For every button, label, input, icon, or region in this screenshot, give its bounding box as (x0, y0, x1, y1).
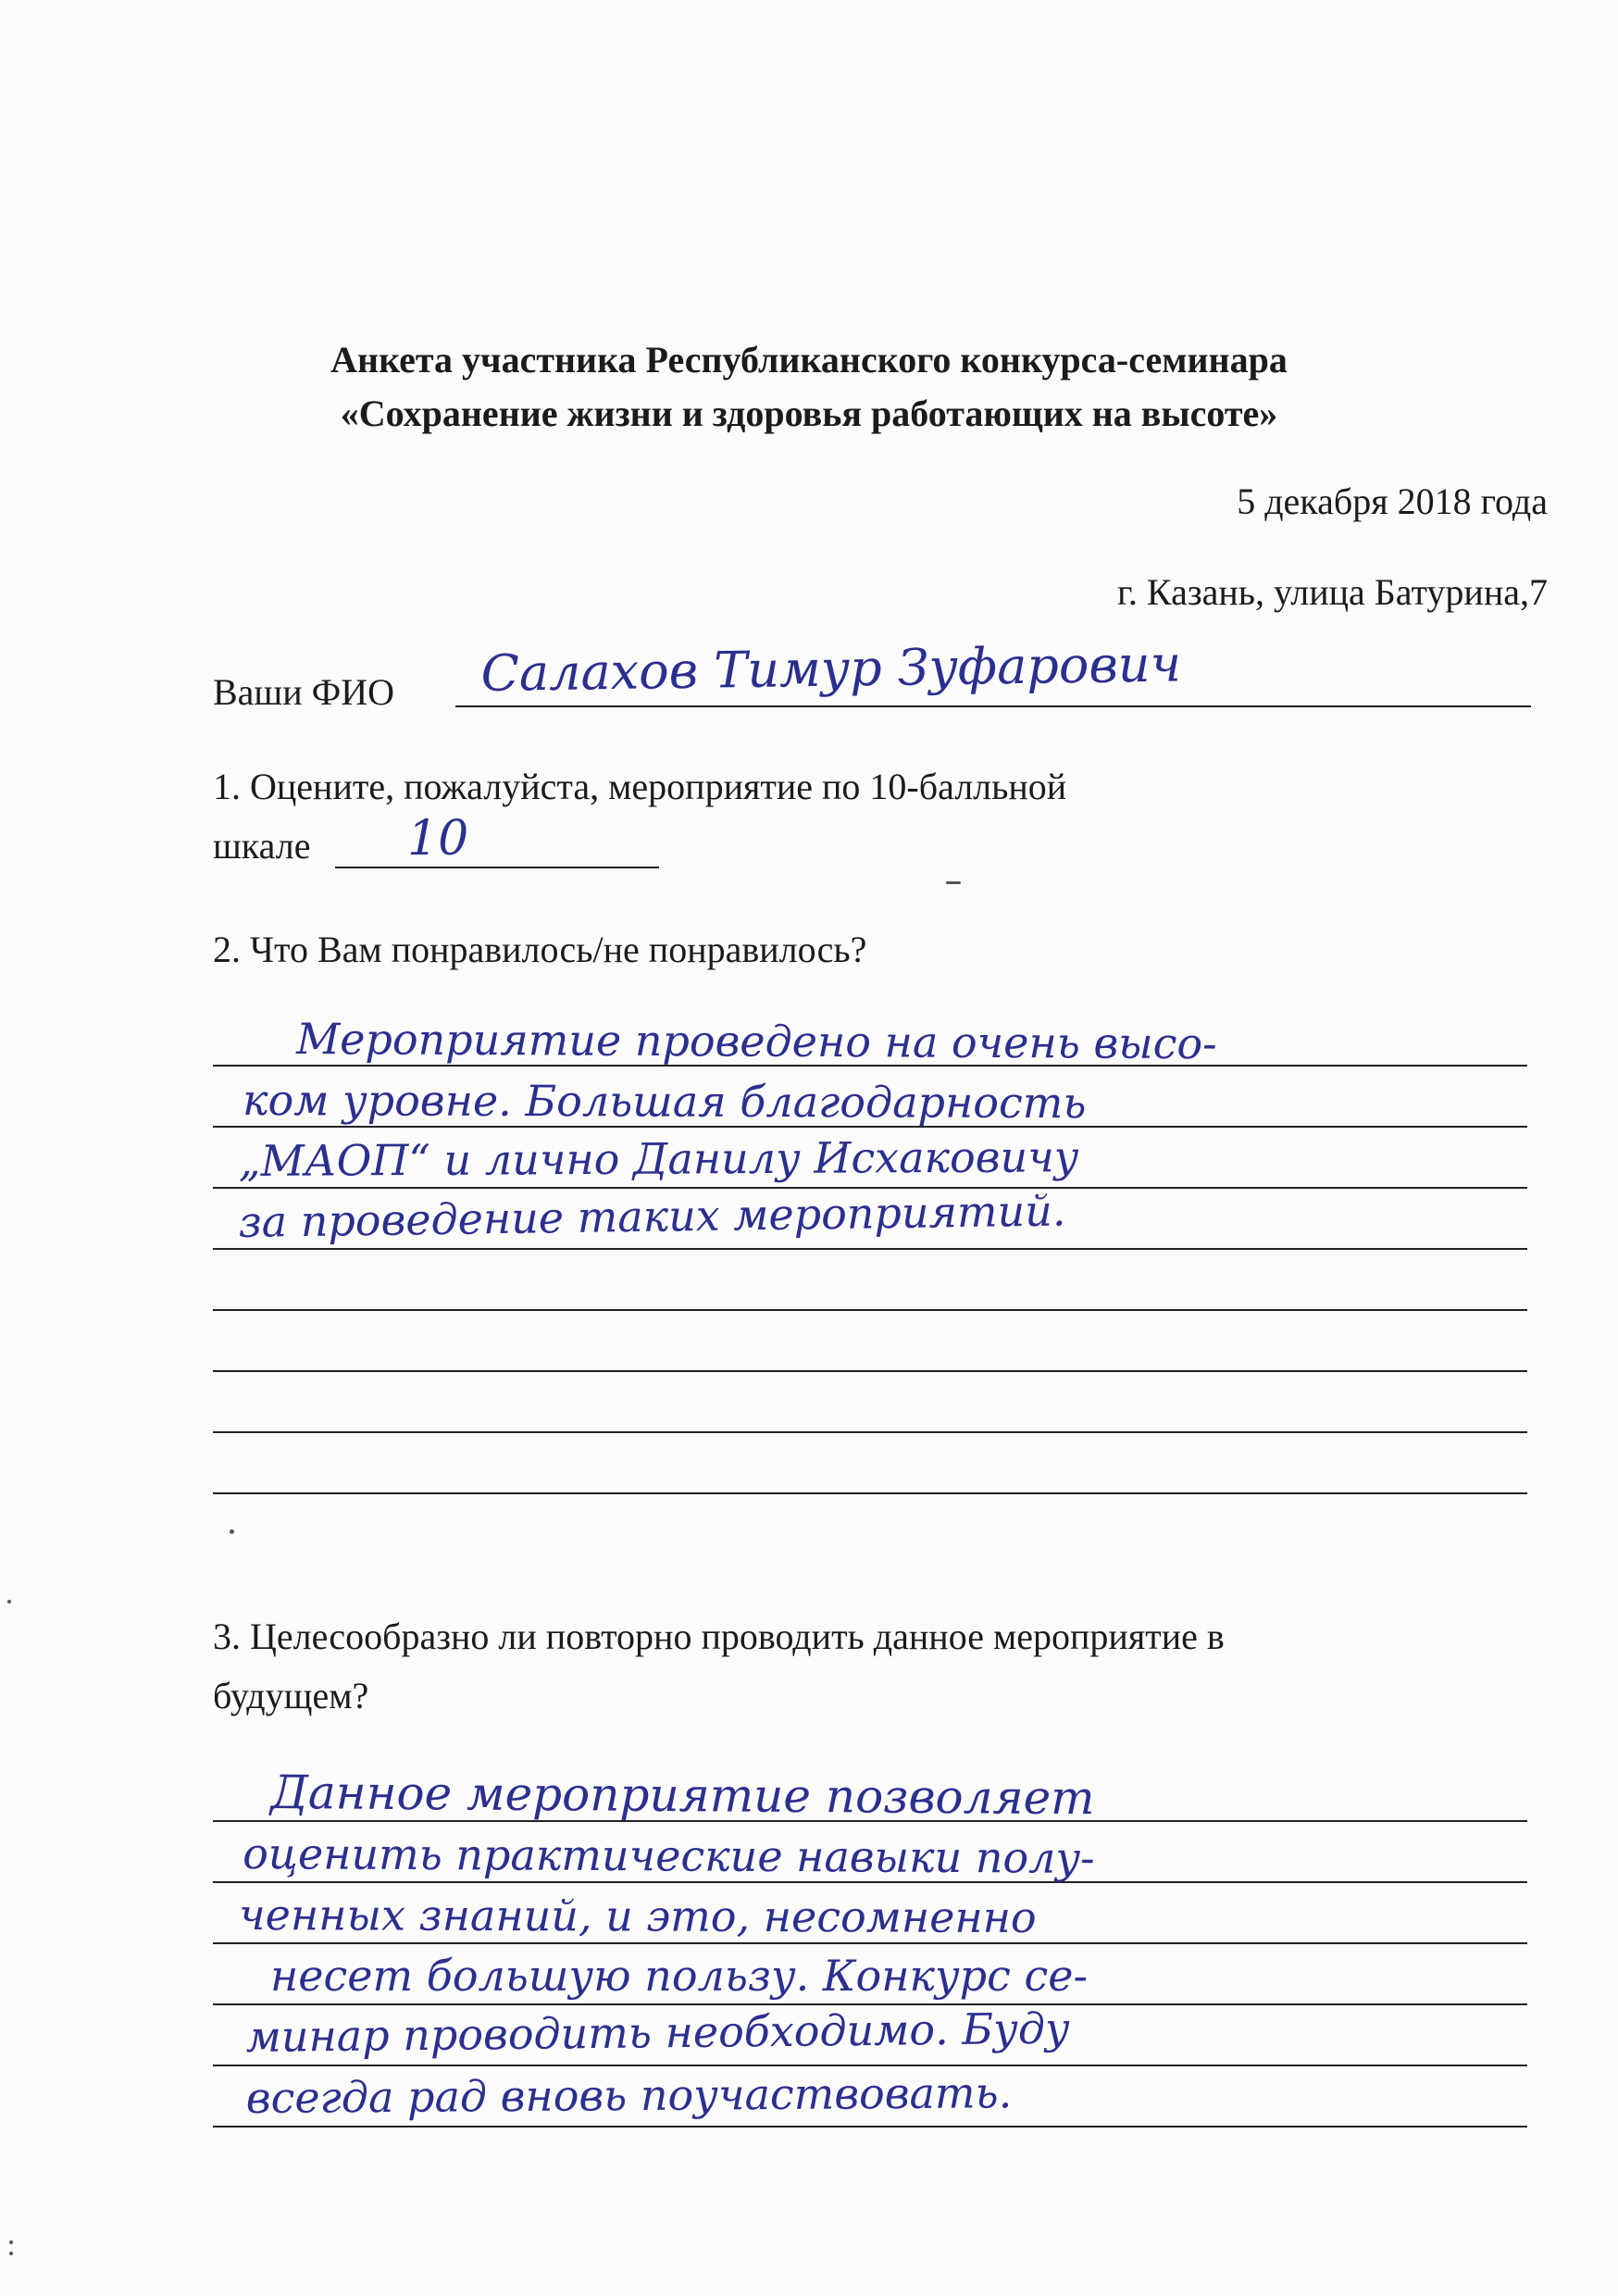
question-3 (213, 1607, 1225, 1726)
question-1 (213, 757, 1066, 876)
answer-2-line-4: за проведение таких мероприятий. (238, 1185, 1066, 1248)
answer-2-rule-4 (213, 1248, 1527, 1250)
answer-2-line-2: ком уровне. Большая благодарность (243, 1075, 1087, 1129)
event-address: г. Казань, улица Батурина,7 (1117, 571, 1548, 613)
answer-2-line-1: Мероприятие проведено на очень высо- (296, 1014, 1217, 1069)
question-1-line-2: шкале (213, 825, 311, 867)
answer-3-rule-5 (213, 2065, 1527, 2066)
name-label: Ваши ФИО (213, 671, 395, 713)
answer-2-rule-8 (213, 1492, 1527, 1494)
score-underline (335, 867, 659, 868)
question-3-line-1: 3. Целесообразно ли повторно проводить данное мероприятие в (213, 1616, 1225, 1657)
answer-2-rule-7 (213, 1431, 1527, 1433)
answer-2-rule-6 (213, 1370, 1527, 1372)
answer-3-line-1: Данное мероприятие позволяет (269, 1766, 1095, 1826)
answer-3-line-6: всегда рад вновь поучаствовать. (245, 2067, 1013, 2123)
answer-3-line-5: минар проводить необходимо. Буду (245, 2003, 1070, 2062)
scan-speck (9, 2252, 13, 2255)
scan-speck (230, 1529, 234, 1534)
name-underline (455, 705, 1531, 707)
question-2: 2. Что Вам понравилось/не понравилось? (213, 929, 867, 970)
name-handwritten: Салахов Тимур Зуфарович (480, 634, 1182, 703)
answer-3-line-4: несет большую пользу. Конкурс се- (270, 1951, 1089, 2001)
question-3-line-2: будущем? (213, 1675, 369, 1716)
question-1-line-1: 1. Оцените, пожалуйста, мероприятие по 10-балльной (213, 766, 1067, 807)
answer-2-rule-5 (213, 1309, 1527, 1311)
scan-speck (946, 881, 961, 884)
event-date: 5 декабря 2018 года (1237, 480, 1548, 522)
title-line-1: Анкета участника Республиканского конкурса-семинара (330, 339, 1288, 381)
answer-3-line-3: ченных знаний, и это, несомненно (239, 1890, 1037, 1943)
title-line-2: «Сохранение жизни и здоровья работающих на высоте» (340, 393, 1278, 434)
scan-speck (9, 2240, 13, 2244)
score-handwritten: 10 (407, 811, 469, 867)
answer-2-line-3: „МАОП“ и лично Данилу Исхаковичу (238, 1131, 1079, 1186)
answer-3-line-2: оценить практические навыки полу- (243, 1828, 1095, 1883)
form-title (0, 333, 1618, 441)
answer-3-rule-6 (213, 2126, 1527, 2128)
scan-speck (7, 1600, 11, 1603)
